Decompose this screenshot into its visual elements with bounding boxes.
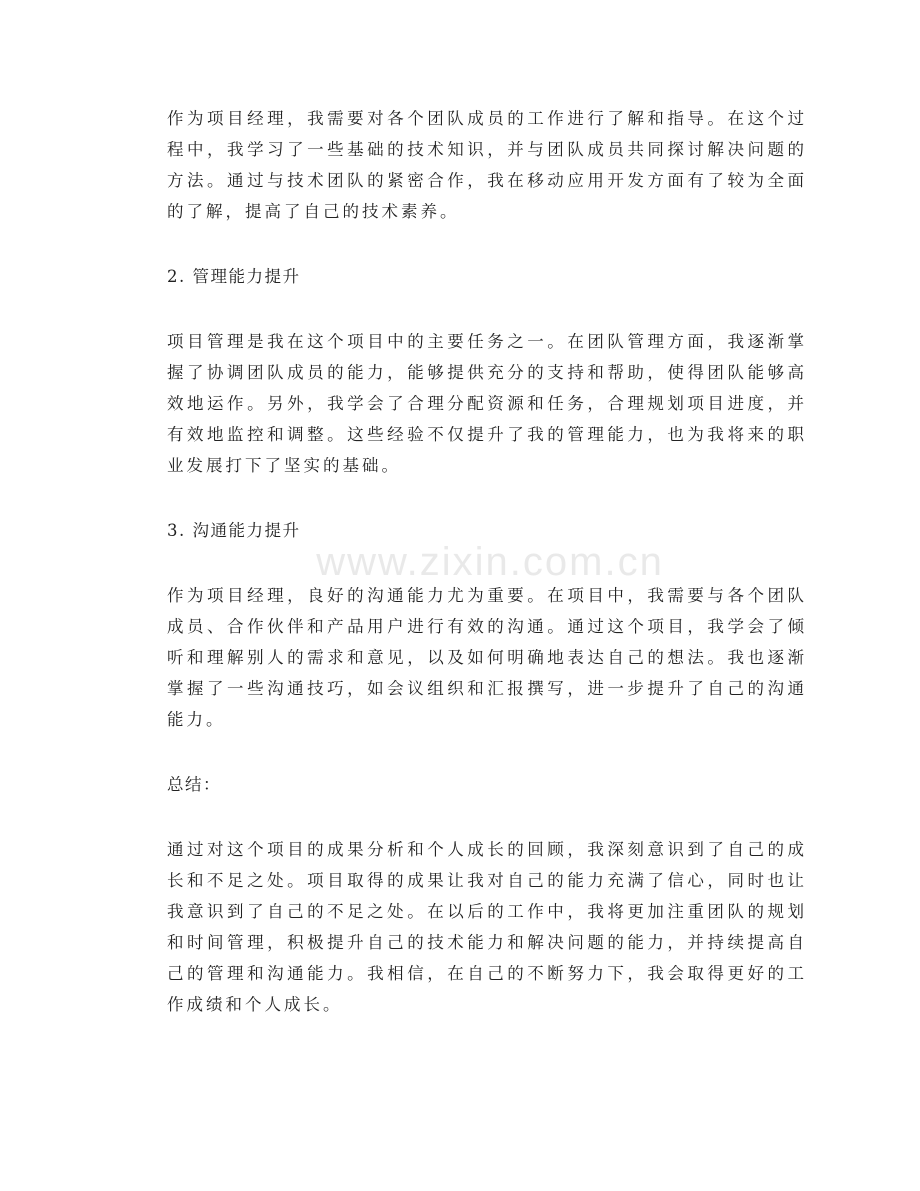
- paragraph-management: 项目管理是我在这个项目中的主要任务之一。在团队管理方面，我逐渐掌握了协调团队成员的能力，能够提供充分的支持和帮助，使得团队能够高效地运作。另外，我学会了合理分配资源和任务，合理规划项目进度，并有效地监控和调整。这些经验不仅提升了我的管理能力，也为我将来的职业发展打下了坚实的基础。: [167, 332, 807, 475]
- heading-communication: 3. 沟通能力提升: [167, 521, 301, 540]
- heading-management: 2. 管理能力提升: [167, 267, 301, 286]
- paragraph-summary: 通过对这个项目的成果分析和个人成长的回顾，我深刻意识到了自己的成长和不足之处。项目取得的成果让我对自己的能力充满了信心，同时也让我意识到了自己的不足之处。在以后的工作中，我将更加注重团队的规划和时间管理，积极提升自己的技术能力和解决问题的能力，并持续提高自己的管理和沟通能力。我相信，在自己的不断努力下，我会取得更好的工作成绩和个人成长。: [167, 840, 807, 1014]
- paragraph-communication: 作为项目经理，良好的沟通能力尤为重要。在项目中，我需要与各个团队成员、合作伙伴和产品用户进行有效的沟通。通过这个项目，我学会了倾听和理解别人的需求和意见，以及如何明确地表达自己的想法。我也逐渐掌握了一些沟通技巧，如会议组织和汇报撰写，进一步提升了自己的沟通能力。: [167, 586, 807, 729]
- paragraph-tech-learning: 作为项目经理，我需要对各个团队成员的工作进行了解和指导。在这个过程中，我学习了一些基础的技术知识，并与团队成员共同探讨解决问题的方法。通过与技术团队的紧密合作，我在移动应用开发方面有了较为全面的了解，提高了自己的技术素养。: [167, 109, 807, 221]
- heading-summary: 总结：: [167, 775, 221, 794]
- document-body: [167, 103, 807, 1054]
- watermark: www.zixin.com.cn: [316, 540, 664, 584]
